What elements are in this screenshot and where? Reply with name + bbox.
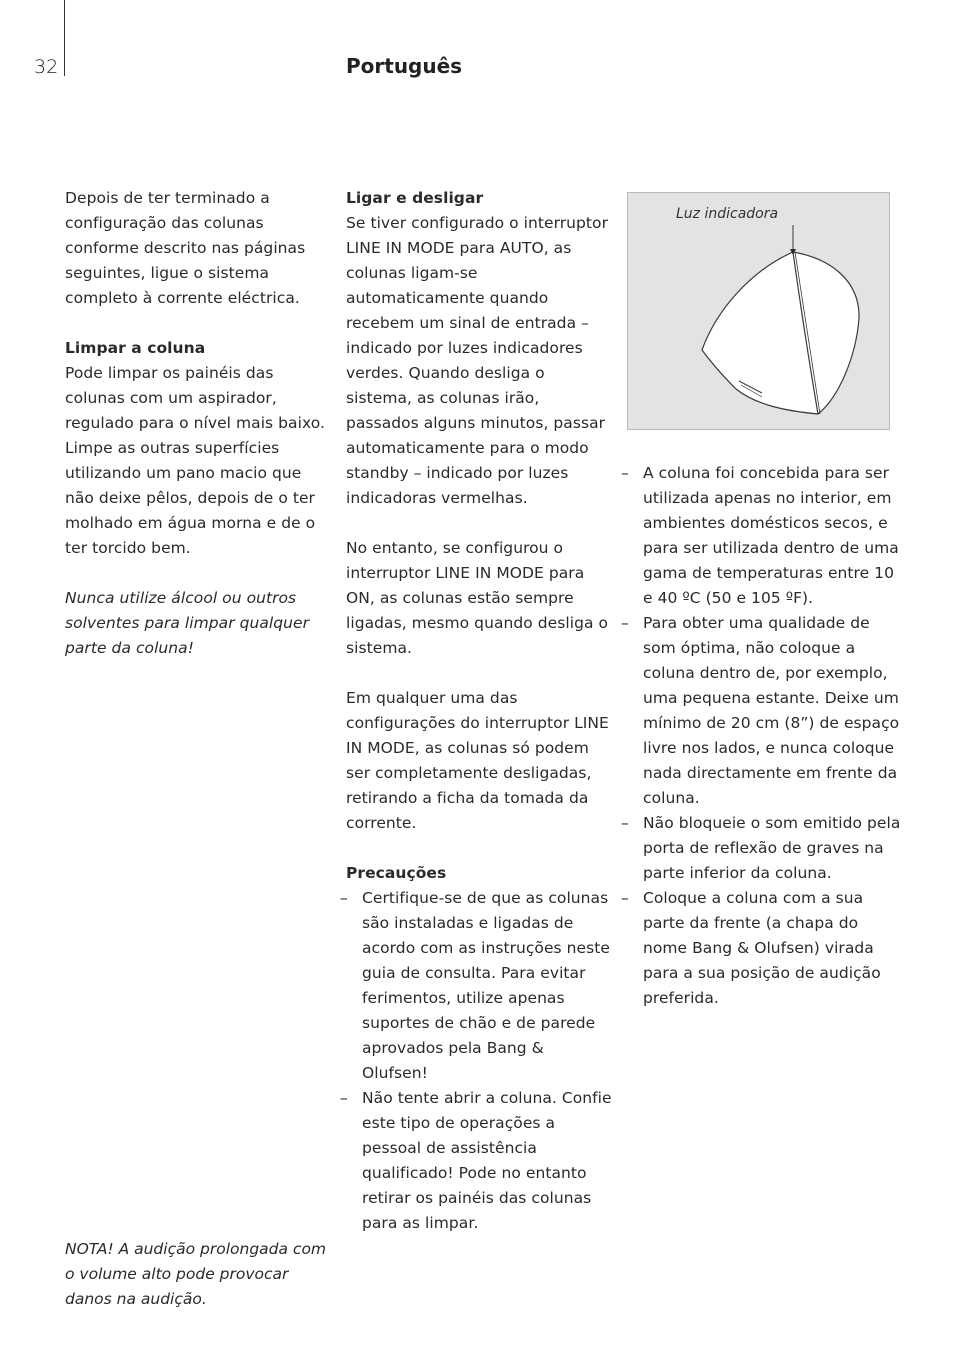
precautions-heading: Precauções	[346, 864, 447, 882]
dash-marker: –	[340, 1089, 348, 1107]
list-item: – Não tente abrir a coluna. Confie este tipo de operações a pessoal de assistência qualificado! Pode no entanto retirar os painéis das colunas para as limpar.	[346, 1086, 614, 1236]
speaker-illustration-icon	[628, 193, 889, 429]
precautions-list	[340, 886, 614, 1236]
dash-marker: –	[621, 814, 629, 832]
page-number: 32	[34, 56, 59, 78]
list-item: – Coloque a coluna com a sua parte da frente (a chapa do nome Bang & Olufsen) virada para a sua posição de audição preferida.	[626, 886, 901, 1011]
placement-list	[621, 461, 901, 1011]
power-paragraph-1: Se tiver configurado o interruptor LINE IN MODE para AUTO, as colunas ligam-se automaticamente quando recebem um sinal de entrada – indicado por luzes indicadores verdes. Quando desliga o sistema, as colunas irão, passados alguns minutos, passar automaticamente para o modo standby – indicado por luzes indicadoras vermelhas.	[346, 214, 608, 507]
list-item: – Não bloqueie o som emitido pela porta de reflexão de graves na parte inferior da coluna.	[626, 811, 901, 886]
cleaning-paragraph: Pode limpar os painéis das colunas com um aspirador, regulado para o nível mais baixo. Limpe as outras superfícies utilizando um pano macio que não deixe pêlos, depois de o ter molhado em água morna e de o ter torcido bem.	[65, 364, 325, 557]
dash-marker: –	[621, 464, 629, 482]
dash-marker: –	[621, 889, 629, 907]
speaker-figure	[627, 192, 890, 430]
list-item: – A coluna foi concebida para ser utilizada apenas no interior, em ambientes domésticos secos, e para ser utilizada dentro de uma gama de temperaturas entre 10 e 40 ºC (50 e 105 ºF).	[626, 461, 901, 611]
cleaning-heading: Limpar a coluna	[65, 339, 206, 357]
power-paragraph-3: Em qualquer uma das configurações do interruptor LINE IN MODE, as colunas só podem ser completamente desligadas, retirando a ficha da tomada da corrente.	[346, 689, 609, 832]
list-item: – Certifique-se de que as colunas são instaladas e ligadas de acordo com as instruções neste guia de consulta. Para evitar ferimentos, utilize apenas suportes de chão e de parede aprovados pela Bang & Olufsen!	[346, 886, 614, 1086]
column-3	[621, 461, 901, 1011]
hearing-note: NOTA! A audição prolongada com o volume alto pode provocar danos na audição.	[65, 1240, 327, 1308]
indicator-light-label: Luz indicadora	[676, 206, 779, 222]
column-2	[340, 186, 614, 1236]
page-title: Português	[346, 54, 463, 78]
list-item: – Para obter uma qualidade de som óptima, não coloque a coluna dentro de, por exemplo, uma pequena estante. Deixe um mínimo de 20 cm (8”) de espaço livre nos lados, e nunca coloque nada directamente em frente da coluna.	[626, 611, 901, 811]
column-1	[65, 186, 333, 661]
dash-marker: –	[340, 889, 348, 907]
dash-marker: –	[621, 614, 629, 632]
power-paragraph-2: No entanto, se configurou o interruptor LINE IN MODE para ON, as colunas estão sempre ligadas, mesmo quando desliga o sistema.	[346, 539, 609, 657]
margin-rule	[64, 0, 65, 76]
intro-paragraph: Depois de ter terminado a configuração das colunas conforme descrito nas páginas seguintes, ligue o sistema completo à corrente eléctrica.	[65, 189, 306, 307]
cleaning-warning: Nunca utilize álcool ou outros solventes para limpar qualquer parte da coluna!	[65, 589, 310, 657]
power-heading: Ligar e desligar	[346, 189, 484, 207]
